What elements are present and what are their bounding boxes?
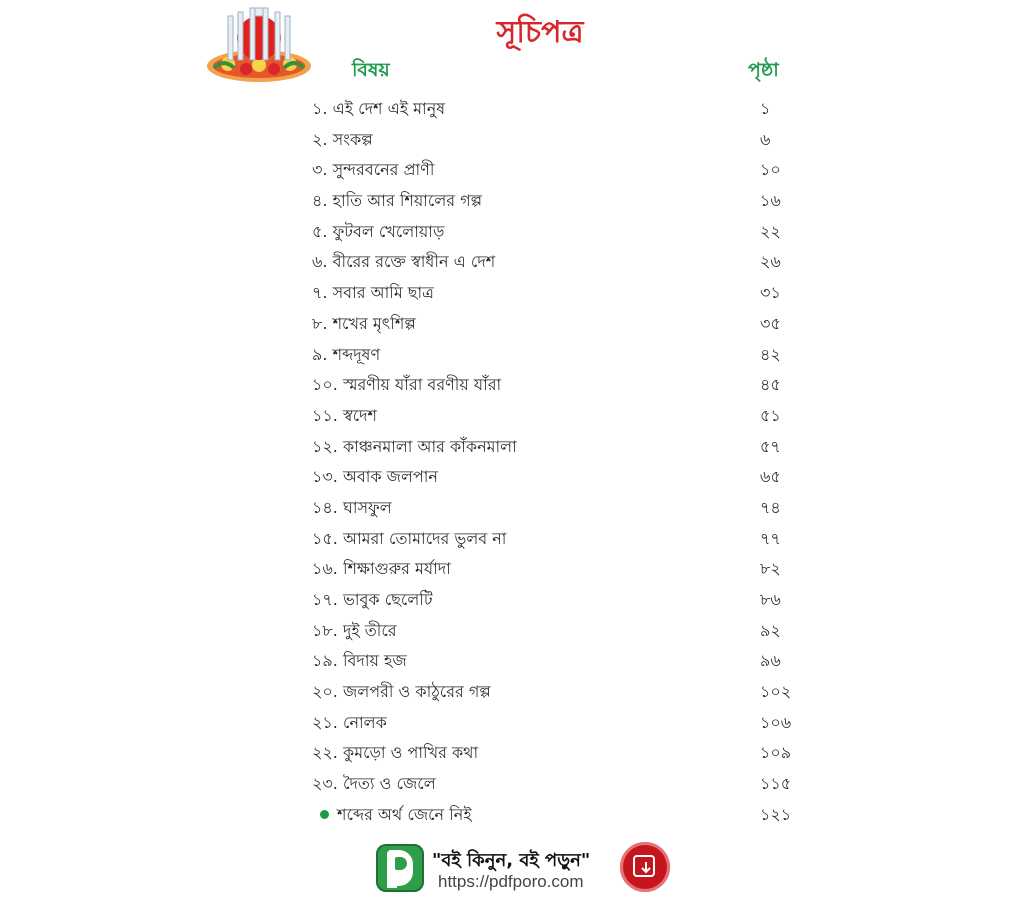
column-header-page: পৃষ্ঠা [748, 59, 779, 81]
toc-number: ১৯. [312, 651, 338, 671]
toc-row[interactable] [312, 432, 792, 463]
toc-number: ১৭. [312, 590, 338, 609]
toc-page: ৭৪ [760, 497, 781, 517]
toc-number: ২০. [312, 682, 338, 702]
toc-row[interactable] [312, 708, 792, 739]
toc-row[interactable] [312, 340, 792, 371]
toc-title: কাঞ্চনমালা আর কাঁকনমালা [342, 436, 517, 456]
footer-banner [376, 840, 676, 900]
toc-title: স্মরণীয় যাঁরা বরণীয় যাঁরা [342, 375, 502, 395]
toc-title: দৈত্য ও জেলে [343, 774, 436, 794]
toc-page: ৬৫ [760, 467, 781, 487]
toc-page: ৭৭ [760, 528, 781, 548]
page-title: সূচিপত্র [496, 15, 584, 50]
toc-page: ১২১ [760, 804, 792, 824]
toc-title: শিক্ষাগুরুর মর্যাদা [342, 559, 451, 579]
toc-page: ৩৫ [760, 313, 781, 333]
toc-page: ৬ [760, 129, 771, 149]
toc-number: ১০. [312, 375, 338, 395]
toc-title: হাতি আর শিয়ালের গল্প [332, 191, 483, 211]
toc-number: ৪. [312, 191, 328, 211]
shaheed-minar-icon [200, 2, 318, 88]
footer-slogan: "বই কিনুন, বই পড়ুন" [432, 850, 591, 871]
bullet-icon [320, 810, 329, 819]
toc-page: ৫১ [760, 405, 781, 425]
toc-row[interactable] [312, 554, 792, 585]
toc-row[interactable] [312, 278, 792, 309]
toc-title: স্বদেশ [342, 405, 377, 425]
toc-title: সুন্দরবনের প্রাণী [332, 160, 435, 180]
toc-number: ৩. [312, 160, 328, 180]
toc-number: ২. [312, 129, 328, 149]
toc-title: শখের মৃৎশিল্প [332, 313, 416, 333]
toc-title: বিদায় হজ [342, 651, 407, 671]
column-header-subject: বিষয় [352, 59, 390, 81]
toc-page: ৪৫ [760, 375, 781, 395]
toc-row[interactable] [312, 616, 792, 647]
toc-number: ৫. [312, 221, 328, 241]
toc-page: ২২ [760, 221, 781, 241]
toc-page: ৯২ [760, 620, 781, 640]
toc-row[interactable] [312, 493, 792, 524]
toc-row[interactable] [312, 94, 792, 125]
toc-title: দুই তীরে [342, 620, 397, 640]
toc-row[interactable] [312, 309, 792, 340]
toc-title: শব্দের অর্থ জেনে নিই [337, 804, 472, 824]
toc-title: সবার আমি ছাত্র [332, 283, 434, 303]
toc-number: ১৮. [312, 620, 338, 640]
toc-number: ৬. [312, 252, 328, 272]
toc-page: ১ [760, 99, 771, 118]
toc-number: ৮. [312, 313, 328, 333]
toc-row[interactable] [312, 769, 792, 800]
toc-row[interactable] [312, 155, 792, 186]
toc-row[interactable] [312, 646, 792, 677]
toc-page: ১০২ [760, 682, 792, 702]
toc-row[interactable] [312, 677, 792, 708]
toc-row[interactable] [312, 585, 792, 616]
toc-row[interactable] [312, 401, 792, 432]
toc-number: ১৪. [312, 497, 338, 517]
toc-row[interactable] [312, 186, 792, 217]
toc-title: অবাক জলপান [342, 467, 438, 487]
toc-page: ৫৭ [760, 436, 781, 456]
toc-row[interactable] [312, 217, 792, 248]
toc-page: ১৬ [760, 191, 781, 211]
toc-title: নোলক [342, 712, 387, 732]
toc-page: ১০৬ [760, 712, 792, 732]
toc-title: এই দেশ এই মানুষ [332, 99, 446, 118]
toc-row[interactable] [312, 524, 792, 555]
toc-number: ৭. [312, 283, 328, 303]
toc-number: ২২. [312, 743, 338, 763]
toc-title: ঘাসফুল [342, 497, 392, 517]
toc-page: ৩১ [760, 283, 781, 303]
table-of-contents [312, 94, 792, 831]
toc-title: আমরা তোমাদের ভুলব না [342, 528, 507, 548]
toc-row[interactable] [312, 462, 792, 493]
toc-title: শব্দদূষণ [332, 344, 381, 364]
toc-title: ফুটবল খেলোয়াড় [332, 221, 445, 241]
toc-number: ৯. [312, 344, 328, 364]
toc-page: ১০ [760, 160, 781, 180]
toc-number: ১২. [312, 436, 338, 456]
toc-page: ৯৬ [760, 651, 781, 671]
toc-title: সংকল্প [332, 129, 373, 149]
toc-page: ৮২ [760, 559, 781, 579]
toc-title: বীরের রক্তে স্বাধীন এ দেশ [332, 252, 496, 272]
toc-title: কুমড়ো ও পাখির কথা [343, 743, 479, 763]
toc-number: ১৩. [312, 467, 338, 487]
toc-number: ১. [312, 99, 328, 118]
toc-title: জলপরী ও কাঠুরের গল্প [343, 682, 491, 702]
toc-page: ১০৯ [760, 743, 792, 763]
toc-row[interactable] [312, 125, 792, 156]
toc-page: ১১৫ [760, 774, 792, 794]
toc-number: ১১. [312, 405, 338, 425]
toc-row[interactable] [312, 370, 792, 401]
toc-page: ২৬ [760, 252, 781, 272]
toc-number: ১৫. [312, 528, 338, 548]
toc-number: ২১. [312, 712, 338, 732]
toc-page: ৮৬ [760, 590, 781, 609]
toc-number: ১৬. [312, 559, 338, 579]
download-icon[interactable] [620, 842, 670, 892]
toc-number: ২৩. [312, 774, 338, 794]
toc-title: ভাবুক ছেলেটি [342, 590, 433, 609]
toc-row[interactable] [312, 738, 792, 769]
toc-row-glossary[interactable] [312, 800, 792, 831]
toc-page: ৪২ [760, 344, 781, 364]
toc-row[interactable] [312, 247, 792, 278]
pdfporo-p-logo-icon[interactable] [376, 844, 424, 892]
footer-site-link[interactable]: https://pdfporo.com [438, 872, 584, 891]
